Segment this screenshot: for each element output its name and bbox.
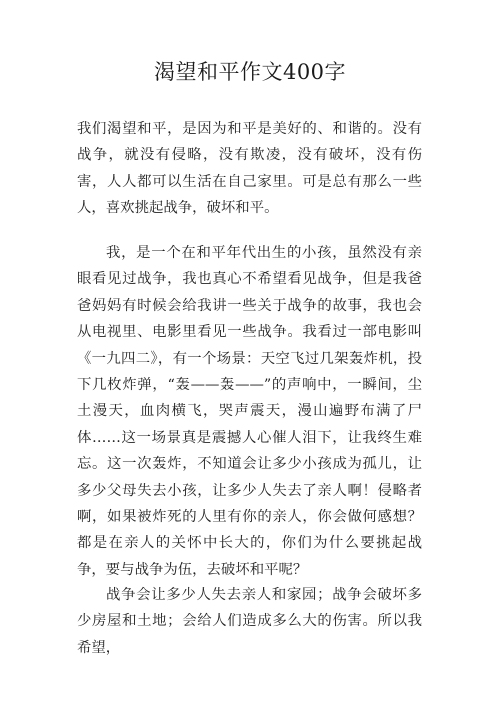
page-title: 渴望和平作文400字 [153,60,347,84]
paragraph-1: 我们渴望和平，是因为和平是美好的、和谐的。没有战争，就没有侵略，没有欺凌，没有破坏，没有伤害，人人都可以生活在自己家里。可是总有那么一些人，喜欢挑起战争，破坏和平。 [77,121,422,217]
paragraph-3: 战争会让多少人失去亲人和家园；战争会破坏多少房屋和土地；会给人们造成多么大的伤害。所以我希望， [77,587,422,656]
paragraph-2: 我，是一个在和平年代出生的小孩，虽然没有亲眼看见过战争，我也真心不希望看见战争，但是我爸爸妈妈有时候会给我讲一些关于战争的故事，我也会从电视里、电影里看见一些战争。我看过一部电影叫《一九四二》，有一个场景：天空飞过几架轰炸机，投下几枚炸弹，“轰——轰——”的声响中，一瞬间，尘土漫天，血肉横飞，哭声震天，漫山遍野布满了尸体……这一场景真是震撼人心催人泪下，让我终生难忘。这一次轰炸，不知道会让多少小孩成为孤儿，让多少父母失去小孩，让多少人失去了亲人啊！侵略者啊，如果被炸死的人里有你的亲人，你会做何感想？都是在亲人的关怀中长大的，你们为什么要挑起战争，要与战争为伍，去破坏和平呢？ [77,245,422,578]
